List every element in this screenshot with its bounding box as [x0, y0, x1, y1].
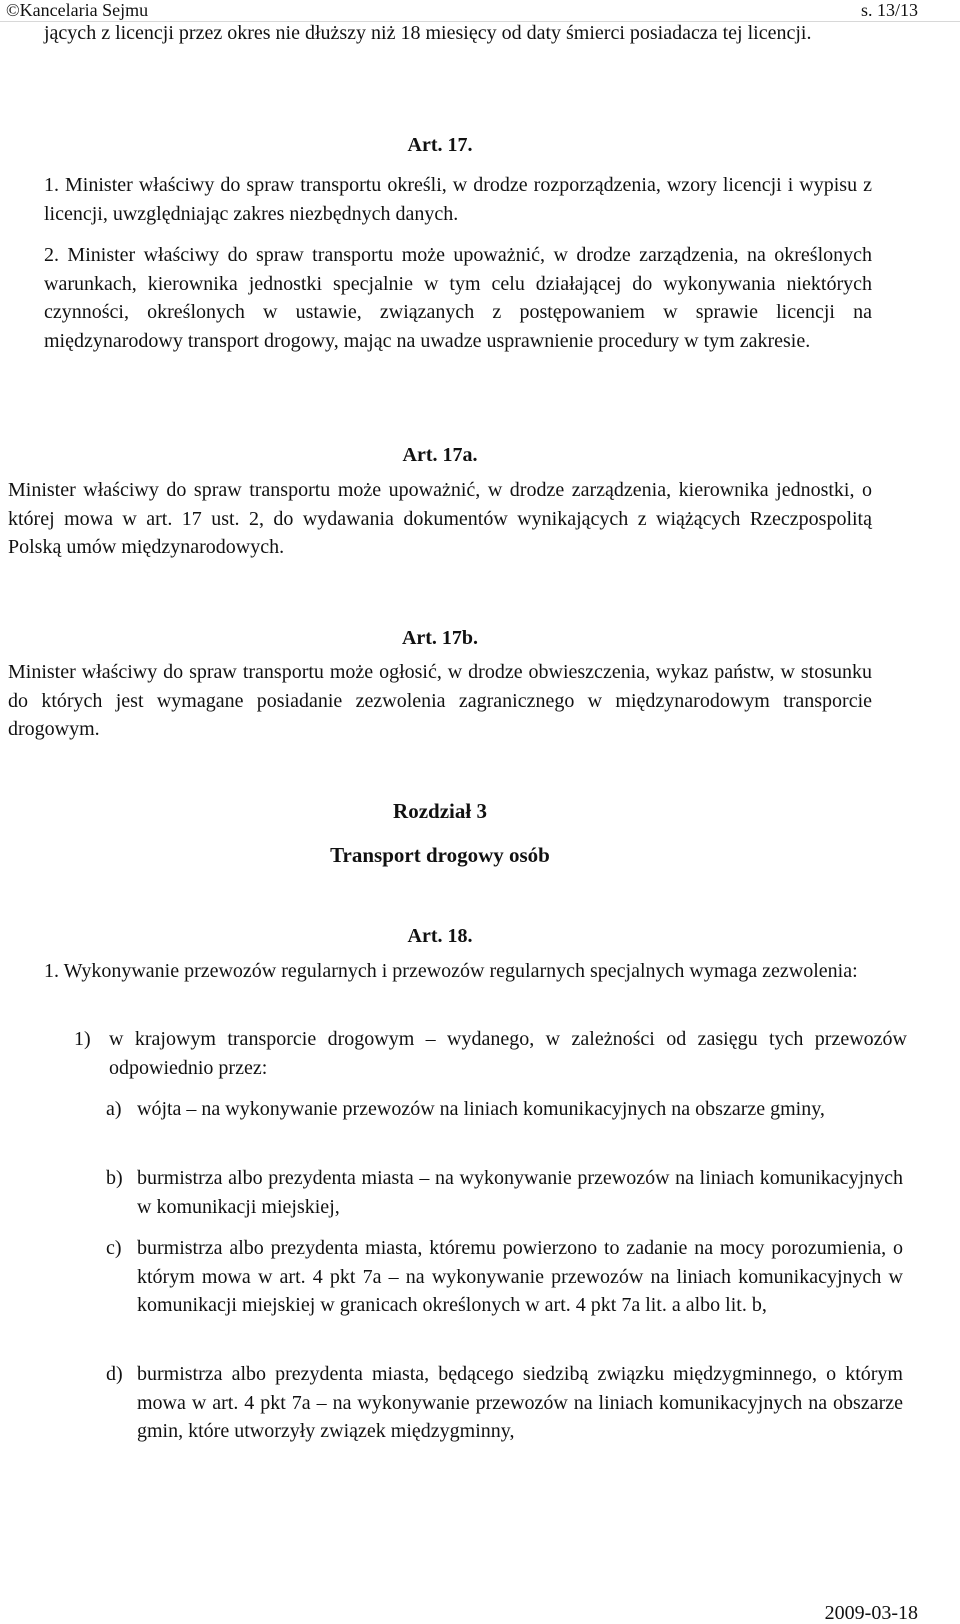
- article-17b-text: Minister właściwy do spraw transportu może ogłosić, w drodze obwieszczenia, wykaz państw, w stosunku do których jest wymagane posiadanie zezwolenia zagranicznego w międzynarodowym transporcie drogowym.: [8, 661, 872, 740]
- article-18-letter-c: [106, 1234, 903, 1320]
- letter-a-label: a): [106, 1098, 122, 1120]
- article-17a-text: Minister właściwy do spraw transportu może upoważnić, w drodze zarządzenia, kierownika jednostki, o której mowa w art. 17 ust. 2, do wydawania dokumentów wynikających z wiążących Rzeczpospolitą Polską umów międzynarodowych.: [8, 479, 872, 558]
- article-18-letter-a: [106, 1095, 903, 1124]
- continuation-paragraph: jących z licencji przez okres nie dłuższy niż 18 miesięcy od daty śmierci posiadacza tej licencji.: [44, 22, 812, 44]
- letter-b-label: b): [106, 1167, 123, 1189]
- letter-d-label: d): [106, 1363, 123, 1385]
- point-1-label: 1): [74, 1028, 91, 1050]
- article-18-heading: Art. 18.: [407, 925, 473, 947]
- footer-date: 2009-03-18: [824, 1602, 918, 1624]
- article-17-paragraph-1: 1. Minister właściwy do spraw transportu określi, w drodze rozporządzenia, wzory licencji i wypisu z licencji, uwzględniając zakres niezbędnych danych.: [44, 174, 872, 225]
- article-18-letter-b: [106, 1164, 903, 1221]
- header-page-number: s. 13/13: [860, 0, 918, 20]
- chapter-number: Rozdział 3: [393, 799, 487, 823]
- point-1-text: w krajowym transporcie drogowym – wydanego, w zależności od zasięgu tych przewozów odpowiednio przez:: [109, 1028, 907, 1079]
- letter-a-text: wójta – na wykonywanie przewozów na liniach komunikacyjnych na obszarze gminy,: [137, 1098, 825, 1120]
- article-18-letter-d: [106, 1360, 903, 1446]
- letter-b-text: burmistrza albo prezydenta miasta – na wykonywanie przewozów na liniach komunikacyjnych w komunikacji miejskiej,: [137, 1167, 903, 1218]
- header-source: ©Kancelaria Sejmu: [6, 0, 149, 20]
- article-18-paragraph-1: 1. Wykonywanie przewozów regularnych i przewozów regularnych specjalnych wymaga zezwolenia:: [44, 960, 858, 982]
- letter-d-text: burmistrza albo prezydenta miasta, będącego siedzibą związku międzygminnego, o którym mowa w art. 4 pkt 7a – na wykonywanie przewozów na liniach komunikacyjnych na obszarze gmin, które utworzyły związek międzygminny,: [137, 1363, 903, 1442]
- chapter-title: Transport drogowy osób: [330, 843, 550, 867]
- article-17-paragraph-2: 2. Minister właściwy do spraw transportu może upoważnić, w drodze zarządzenia, na określonych warunkach, kierownika jednostki specjalnie w tym celu działającej do wykonywania niektórych czynności, określonych w ustawie, związanych z postępowaniem w sprawie licencji na międzynarodowy transport drogowy, mając na uwadze usprawnienie procedury w tym zakresie.: [44, 244, 872, 352]
- letter-c-text: burmistrza albo prezydenta miasta, któremu powierzono to zadanie na mocy porozumienia, o którym mowa w art. 4 pkt 7a – na wykonywanie przewozów na liniach komunikacyjnych w komunikacji miejskiej w granicach określonych w art. 4 pkt 7a lit. a albo lit. b,: [137, 1237, 903, 1316]
- article-17-heading: Art. 17.: [407, 134, 473, 156]
- article-17b-heading: Art. 17b.: [401, 627, 479, 649]
- article-17a-heading: Art. 17a.: [402, 444, 478, 466]
- letter-c-label: c): [106, 1237, 122, 1259]
- article-18-point-1: [74, 1025, 907, 1082]
